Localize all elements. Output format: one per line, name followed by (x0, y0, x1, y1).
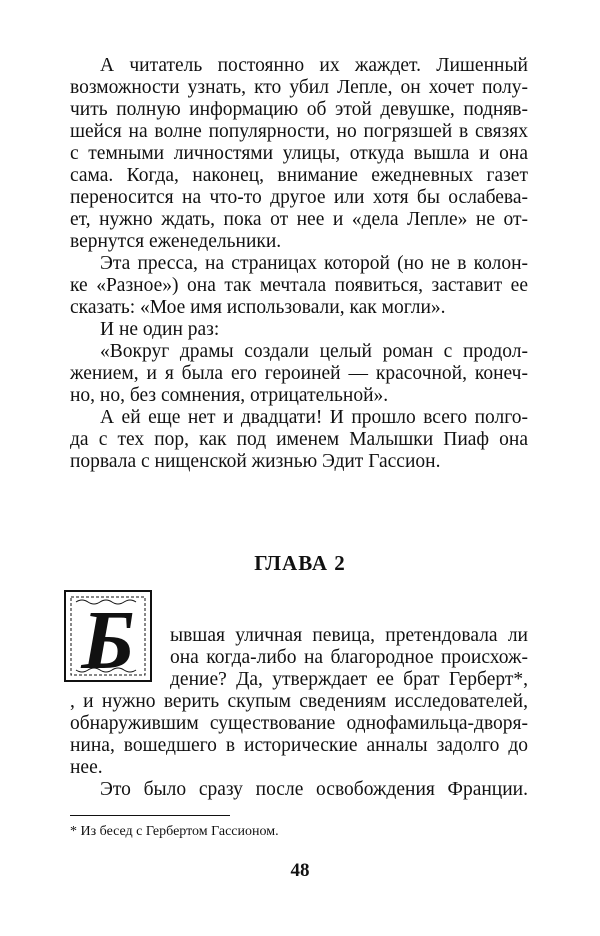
text-line: да с тех пор, как под именем Малышки Пиаф она (70, 429, 528, 450)
text-line: сказать: «Мое имя использовали, как могли». (70, 297, 446, 318)
text-line: ке «Разное») она так мечтала появиться, заставит ее (70, 275, 528, 296)
text-line: А ей еще нет и двадцати! И прошло всего полго- (100, 407, 528, 428)
text-line: , и нужно верить скупым сведениям исследователей, (70, 691, 528, 712)
text-line: И не один раз: (100, 319, 220, 340)
text-line: «Вокруг драмы создали целый роман с продол- (100, 341, 528, 362)
text-line: переносится на что-то другое или хотя бы ослабева- (70, 187, 528, 208)
text-line: ет, нужно ждать, пока от нее и «дела Лепле» не от- (70, 209, 528, 230)
text-line: возможности узнать, кто убил Лепле, он хочет полу- (70, 77, 528, 98)
text-line: Это было сразу после освобождения Франции. (100, 779, 528, 800)
text-line: шейся на волне популярности, но погрязшей в связях (70, 121, 528, 142)
footnote-rule (70, 815, 230, 816)
text-line: дение? Да, утверждает ее брат Герберт*, (170, 669, 528, 690)
text-line: А читатель постоянно их жаждет. Лишенный (100, 55, 528, 76)
text-line: ывшая уличная певица, претендовала ли (170, 625, 528, 646)
text-line: вернутся еженедельники. (70, 231, 282, 252)
text-line: но, но, без сомнения, отрицательной». (70, 385, 389, 406)
text-line: чить полную информацию об этой девушке, подняв- (70, 99, 528, 120)
text-line: она когда-либо на благородное происхож- (170, 647, 528, 668)
dropcap-letter (62, 588, 154, 684)
text-line: нее. (70, 757, 103, 778)
footnote: * Из бесед с Гербертом Гассионом. (70, 824, 279, 839)
text-line: жением, и я была его героиней — красочной, конеч- (70, 363, 528, 384)
text-line: порвала с нищенской жизнью Эдит Гассион. (70, 451, 441, 472)
svg-text:Б: Б (81, 594, 135, 684)
chapter-title: ГЛАВА 2 (254, 551, 346, 575)
page-number: 48 (290, 860, 310, 881)
text-line: с темными личностями улицы, откуда вышла и она (70, 143, 528, 164)
text-line: обнаружившим существование однофамильца-дворя- (70, 713, 528, 734)
text-line: нина, вошедшего в исторические анналы задолго до (70, 735, 528, 756)
text-line: сама. Когда, наконец, внимание ежедневных газет (70, 165, 528, 186)
text-line: Эта пресса, на страницах которой (но не в колон- (100, 253, 528, 274)
